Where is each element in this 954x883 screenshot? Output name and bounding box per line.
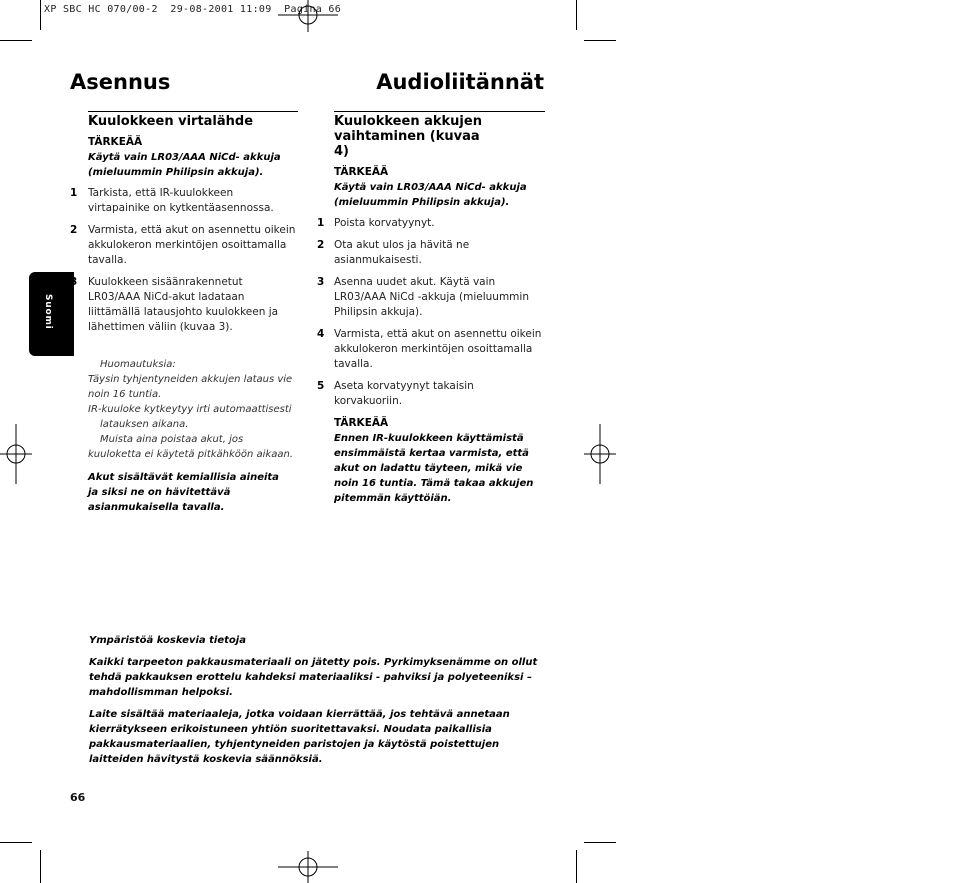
registration-mark-icon <box>584 424 616 484</box>
list-item <box>317 216 545 231</box>
important-label: TÄRKEÄÄ <box>88 136 143 148</box>
registration-mark-icon <box>278 0 338 32</box>
step-text: Varmista, että akut on asennettu oikein akkulokeron merkintöjen osoittamalla tavalla. <box>88 224 296 266</box>
step-text: Asenna uudet akut. Käytä vain LR03/AAA NiCd -akkuja (mieluummin Philipsin akkuja). <box>334 276 529 318</box>
list-item <box>70 223 298 268</box>
environment-paragraph: Laite sisältää materiaaleja, jotka voidaan kierrättää, jos tehtävä annetaan kierrätykseen erikoistuneen yhtiön suoritettavaksi. Noudata paikallisia pakkausmateriaalien, tyhjentyneiden paristojen ja käytöstä poistettujen laitteiden hävitystä koskevia säännöksiä. <box>89 709 510 765</box>
crop-mark <box>576 850 577 883</box>
crop-mark <box>584 40 616 41</box>
notes <box>70 357 298 462</box>
step-number: 2 <box>317 239 325 251</box>
list-item <box>70 275 298 335</box>
important-label: TÄRKEÄÄ <box>334 417 389 429</box>
step-number: 2 <box>70 224 78 236</box>
step-text: Tarkista, että IR-kuulokkeen virtapainike on kytkentäasennossa. <box>88 187 274 214</box>
registration-mark-icon <box>278 851 338 883</box>
crop-mark <box>0 842 32 843</box>
section-heading: Kuulokkeen virtalähde <box>88 114 254 129</box>
note-item: Täysin tyhjentyneiden akkujen lataus vie noin 16 tuntia. <box>88 374 293 400</box>
page-number: 66 <box>70 791 86 804</box>
language-tab-label: Suomi <box>43 294 53 330</box>
important-text: Käytä vain LR03/AAA NiCd- akkuja (mieluummin Philipsin akkuja). <box>88 152 281 178</box>
crop-mark <box>584 842 616 843</box>
environment-title: Ympäristöä koskevia tietoja <box>89 635 246 646</box>
step-number: 3 <box>70 276 78 288</box>
warning-text: Akut sisältävät kemiallisia aineita ja siksi ne on hävitettävä asianmukaisella tavalla. <box>88 472 279 513</box>
list-item <box>70 186 298 216</box>
important-label: TÄRKEÄÄ <box>334 166 389 178</box>
registration-mark-icon <box>0 424 32 484</box>
crop-mark <box>40 850 41 883</box>
page-title-left: Asennus <box>70 70 171 94</box>
section-rule <box>88 111 298 112</box>
step-number: 3 <box>317 276 325 288</box>
step-number: 5 <box>317 380 325 392</box>
important-text: Ennen IR-kuulokkeen käyttämistä ensimmäistä kertaa varmista, että akut on ladattu täyteen, mikä vie noin 16 tuntia. Tämä takaa akkujen pitemmän käyttöiän. <box>334 433 534 504</box>
important-text: Käytä vain LR03/AAA NiCd- akkuja (mieluummin Philipsin akkuja). <box>334 182 527 208</box>
note-item: Muista aina poistaa akut, jos kuuloketta ei käytetä pitkähköön aikaan. <box>88 434 294 460</box>
step-text: Poista korvatyynyt. <box>334 217 435 229</box>
crop-mark <box>576 0 577 30</box>
step-number: 1 <box>70 187 78 199</box>
note-item: IR-kuuloke kytkeytyy irti automaattisesti latauksen aikana. <box>88 404 292 430</box>
step-number: 4 <box>317 328 325 340</box>
language-tab <box>29 272 74 356</box>
list-item <box>317 327 545 372</box>
crop-mark <box>0 40 32 41</box>
section-heading: Kuulokkeen akkujen vaihtaminen (kuvaa 4) <box>334 114 482 159</box>
step-text: Kuulokkeen sisäänrakennetut LR03/AAA NiCd-akut ladataan liittämällä latausjohto kuulokkeen ja lähettimen väliin (kuvaa 3). <box>88 276 279 333</box>
print-header: XP SBC HC 070/00-2 29-08-2001 11:09 Pagina 66 <box>44 4 342 15</box>
left-column <box>70 114 298 515</box>
right-column <box>317 114 545 512</box>
section-rule <box>334 111 545 112</box>
environment-info <box>89 633 549 774</box>
list-item <box>317 238 545 268</box>
step-number: 1 <box>317 217 325 229</box>
step-text: Varmista, että akut on asennettu oikein akkulokeron merkintöjen osoittamalla tavalla. <box>334 328 542 370</box>
step-text: Ota akut ulos ja hävitä ne asianmukaisesti. <box>334 239 470 266</box>
notes-title: Huomautuksia: <box>100 359 176 370</box>
list-item <box>317 379 545 409</box>
list-item <box>317 275 545 320</box>
step-text: Aseta korvatyynyt takaisin korvakuoriin. <box>334 380 474 407</box>
page-title-right: Audioliitännät <box>376 70 544 94</box>
crop-mark <box>40 0 41 30</box>
environment-paragraph: Kaikki tarpeeton pakkausmateriaali on jätetty pois. Pyrkimyksenämme on ollut tehdä pakkauksen erottelu kahdeksi materiaaliksi - pahviksi ja polyeteeniksi – mahdollismman helpoksi. <box>89 657 538 698</box>
